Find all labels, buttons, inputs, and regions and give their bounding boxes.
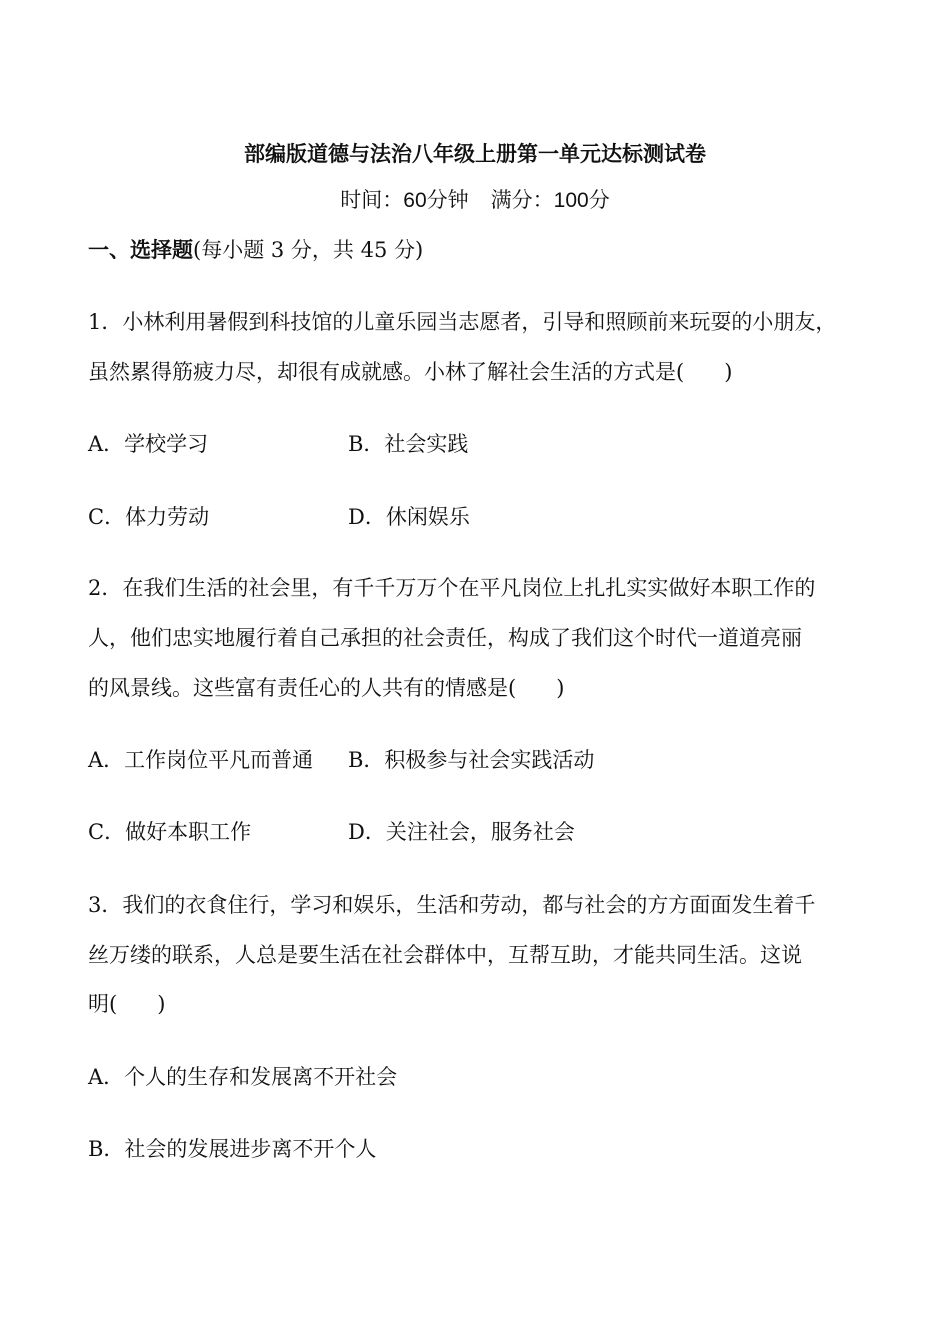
question-2-option-d: D．关注社会，服务社会: [348, 820, 575, 844]
question-2-close: ): [556, 676, 565, 700]
exam-title: 部编版道德与法治八年级上册第一单元达标测试卷: [244, 141, 706, 166]
question-3-line-1: 3．我们的衣食住行，学习和娱乐，生活和劳动，都与社会的方方面面发生着千: [88, 893, 816, 917]
question-3-line-3: [88, 990, 165, 1018]
question-2-line-2: 人，他们忠实地履行着自己承担的社会责任，构成了我们这个时代一道道亮丽: [88, 626, 802, 650]
time-value: 60: [403, 189, 427, 212]
question-2-option-b: B．积极参与社会实践活动: [348, 748, 595, 772]
question-1-option-a: A．学校学习: [88, 432, 209, 456]
section-heading: [88, 236, 423, 264]
question-1-option-b: B．社会实践: [348, 432, 469, 456]
exam-subtitle: [0, 186, 950, 215]
question-2-option-a: A．工作岗位平凡而普通: [88, 748, 314, 772]
question-2-option-c: C．做好本职工作: [88, 820, 252, 844]
score-value: 100: [553, 189, 589, 212]
question-1-option-c: C．体力劳动: [88, 505, 210, 529]
question-3-close: ): [157, 992, 166, 1016]
question-3-option-a: A．个人的生存和发展离不开社会: [88, 1065, 398, 1089]
question-1-stem-end: 虽然累得筋疲力尽，却很有成就感。小林了解社会生活的方式是(: [88, 360, 685, 384]
time-unit: 分钟: [426, 188, 469, 212]
question-1-close: ): [724, 360, 733, 384]
section-title: 一、选择题: [88, 237, 193, 262]
section-note: (每小题 3 分，共 45 分): [193, 238, 424, 262]
question-2-line-3: [88, 674, 564, 702]
score-label: 满分：: [490, 188, 554, 212]
question-1-option-d: D．休闲娱乐: [348, 505, 470, 529]
time-label: 时间：: [340, 188, 404, 212]
question-3-line-2: 丝万缕的联系，人总是要生活在社会群体中，互帮互助，才能共同生活。这说: [88, 943, 802, 967]
question-1-line-1: 1．小林利用暑假到科技馆的儿童乐园当志愿者，引导和照顾前来玩耍的小朋友，: [88, 310, 837, 334]
score-unit: 分: [588, 188, 610, 212]
question-2-stem-end: 的风景线。这些富有责任心的人共有的情感是(: [88, 676, 517, 700]
question-1-line-2: [88, 358, 732, 386]
question-2-line-1: 2．在我们生活的社会里，有千千万万个在平凡岗位上扎扎实实做好本职工作的: [88, 576, 816, 600]
question-3-option-b: B．社会的发展进步离不开个人: [88, 1137, 377, 1161]
question-3-stem-end: 明(: [88, 992, 118, 1016]
